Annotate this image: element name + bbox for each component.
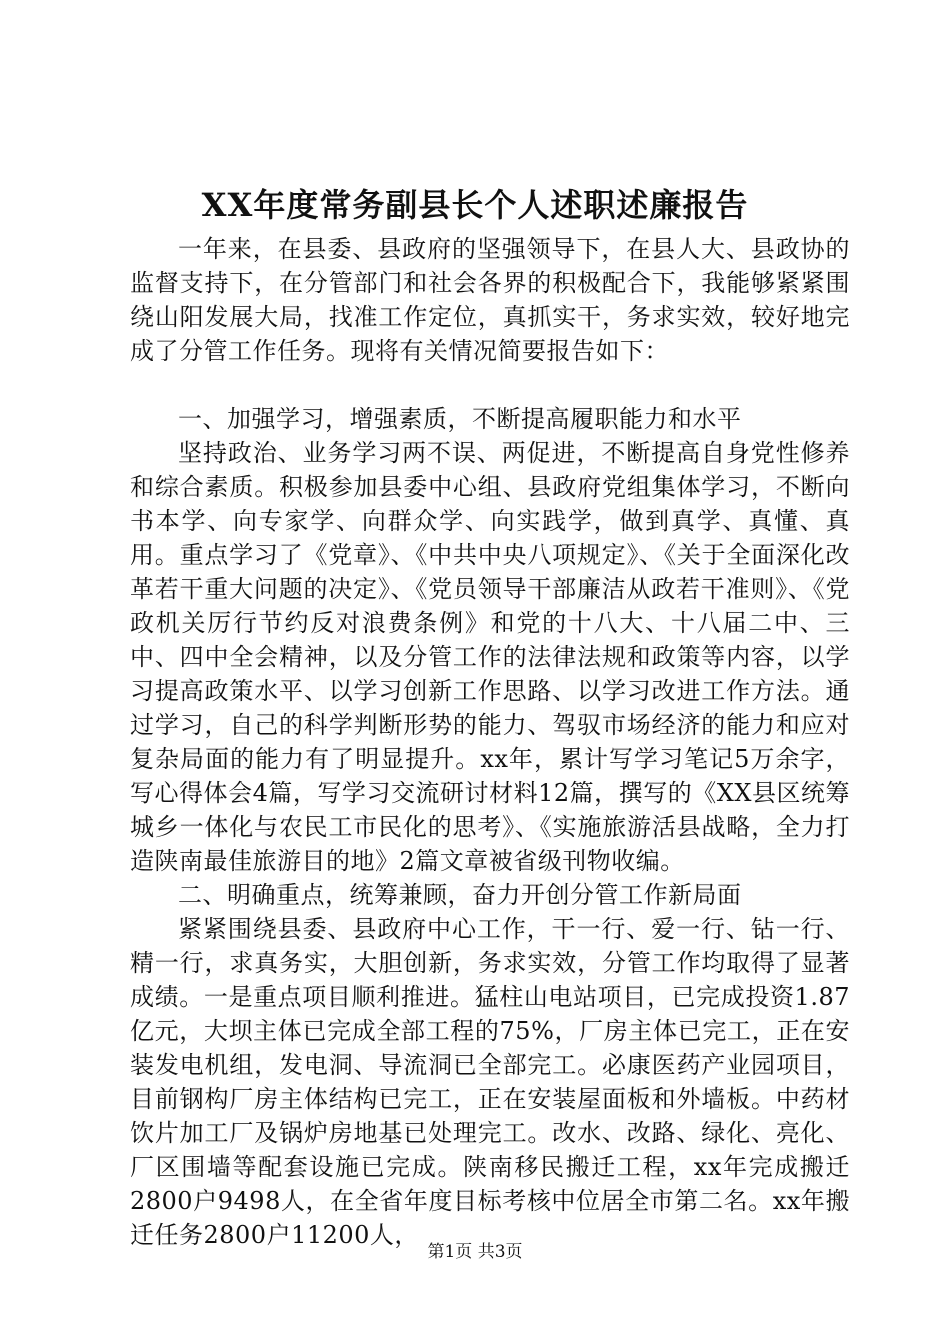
section-1-paragraph: 坚持政治、业务学习两不误、两促进，不断提高自身党性修养和综合素质。积极参加县委中心组、县政府党组集体学习，不断向书本学、向专家学、向群众学、向实践学，做到真学、真懂、真用。重点学习了《党章》、《中共中央八项规定》、《关于全面深化改革若干重大问题的决定》、《党员领导干部廉洁从政若干准则》、《党政机关厉行节约反对浪费条例》和党的十八大、十八届二中、三中、四中全会精神，以及分管工作的法律法规和政策等内容，以学习提高政策水平、以学习创新工作思路、以学习改进工作方法。通过学习，自己的科学判断形势的能力、驾驭市场经济的能力和应对复杂局面的能力有了明显提升。xx年，累计写学习笔记5万余字，写心得体会4篇，写学习交流研讨材料12篇，撰写的《XX县区统筹城乡一体化与农民工市民化的思考》、《实施旅游活县战略，全力打造陕南最佳旅游目的地》2篇文章被省级刊物收编。: [130, 439, 850, 875]
section-2-heading: 二、明确重点，统筹兼顾，奋力开创分管工作新局面: [178, 881, 742, 909]
section-2-paragraph: 紧紧围绕县委、县政府中心工作，干一行、爱一行、钻一行、精一行，求真务实，大胆创新，务求实效，分管工作均取得了显著成绩。一是重点项目顺利推进。猛柱山电站项目，已完成投资1.87亿元，大坝主体已完成全部工程的75%，厂房主体已完工，正在安装发电机组，发电洞、导流洞已全部完工。必康医药产业园项目，目前钢构厂房主体结构已完工，正在安装屋面板和外墙板。中药材饮片加工厂及锅炉房地基已处理完工。改水、改路、绿化、亮化、厂区围墙等配套设施已完成。陕南移民搬迁工程，xx年完成搬迁2800户9498人，在全省年度目标考核中位居全市第二名。xx年搬迁任务2800户11200人，: [130, 915, 850, 1249]
intro-paragraph: 一年来，在县委、县政府的坚强领导下，在县人大、县政协的监督支持下，在分管部门和社会各界的积极配合下，我能够紧紧围绕山阳发展大局，找准工作定位，真抓实干，务求实效，较好地完成了分管工作任务。现将有关情况简要报告如下：: [130, 235, 850, 365]
document-title: XX年度常务副县长个人述职述廉报告: [201, 186, 749, 224]
document-body: [130, 232, 850, 1252]
paragraph-gap: [130, 368, 850, 402]
section-1-heading: 一、加强学习，增强素质，不断提高履职能力和水平: [178, 405, 742, 433]
page-number-footer: 第1页 共3页: [427, 1242, 523, 1262]
